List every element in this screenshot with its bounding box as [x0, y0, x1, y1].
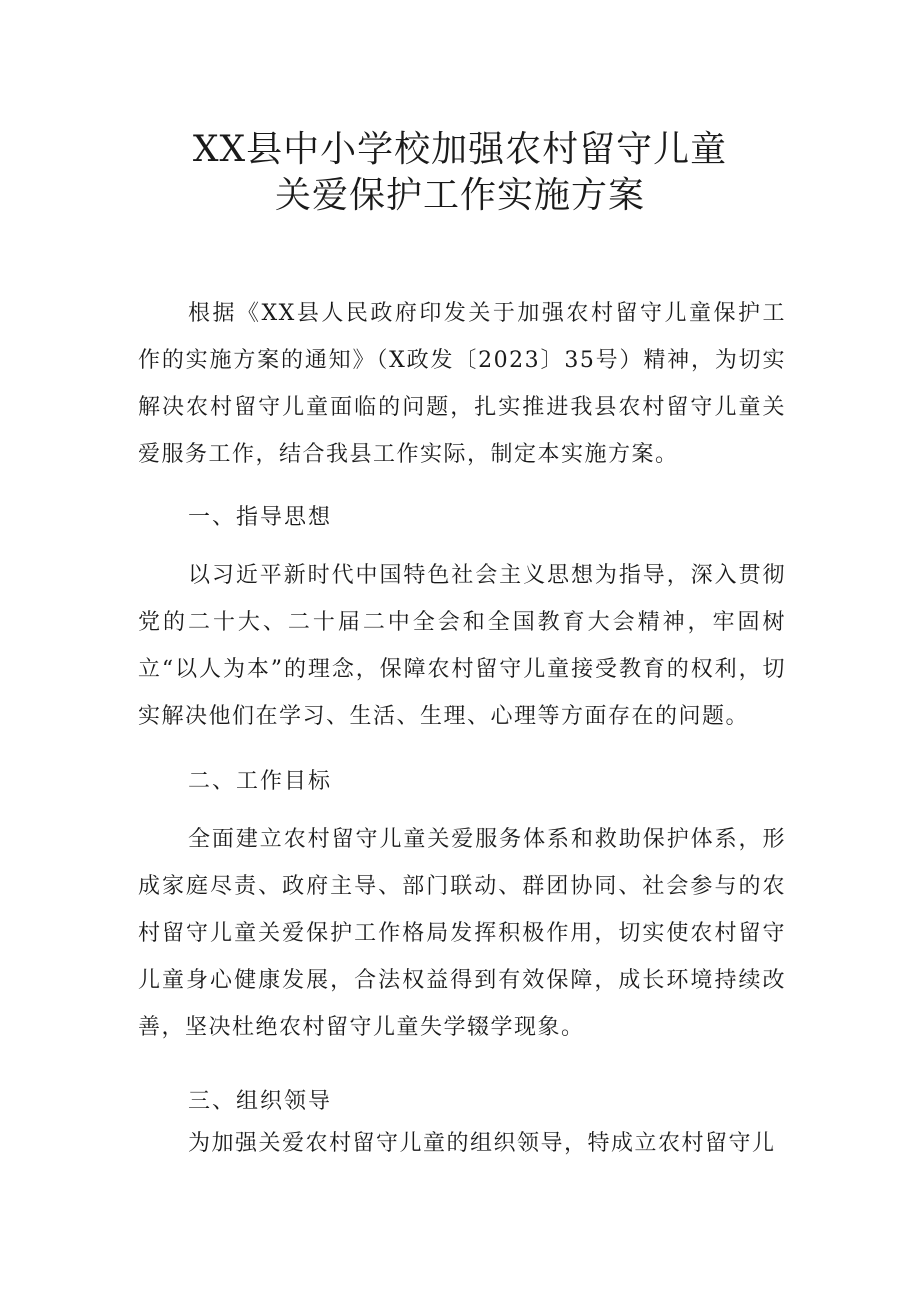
- document-title-line-2: 关爱保护工作实施方案: [274, 175, 645, 216]
- document-title-line-1: XX县中小学校加强农村留守儿童: [192, 129, 728, 170]
- section-heading-guiding-ideology: 一、指导思想: [188, 505, 333, 530]
- section-heading-organization-leadership: 三、组织领导: [188, 1089, 333, 1114]
- section-heading-work-goals: 二、工作目标: [188, 769, 333, 794]
- intro-paragraph: 根据《XX县人民政府印发关于加强农村留守儿童保护工作的实施方案的通知》（X政发〔2023〕35号）精神，为切实解决农村留守儿童面临的问题，扎实推进我县农村留守儿童关爱服务工作，结合我县工作实际，制定本实施方案。: [138, 301, 786, 467]
- section-body-work-goals: 全面建立农村留守儿童关爱服务体系和救助保护体系，形成家庭尽责、政府主导、部门联动、群团协同、社会参与的农村留守儿童关爱保护工作格局发挥积极作用，切实使农村留守儿童身心健康发展，合法权益得到有效保障，成长环境持续改善，坚决杜绝农村留守儿童失学辍学现象。: [138, 827, 786, 1040]
- section-body-guiding-ideology: 以习近平新时代中国特色社会主义思想为指导，深入贯彻党的二十大、二十届二中全会和全国教育大会精神，牢固树立“以人为本”的理念，保障农村留守儿童接受教育的权利，切实解决他们在学习、生活、生理、心理等方面存在的问题。: [138, 563, 786, 729]
- section-body-organization-leadership: 为加强关爱农村留守儿童的组织领导，特成立农村留守儿: [188, 1131, 776, 1156]
